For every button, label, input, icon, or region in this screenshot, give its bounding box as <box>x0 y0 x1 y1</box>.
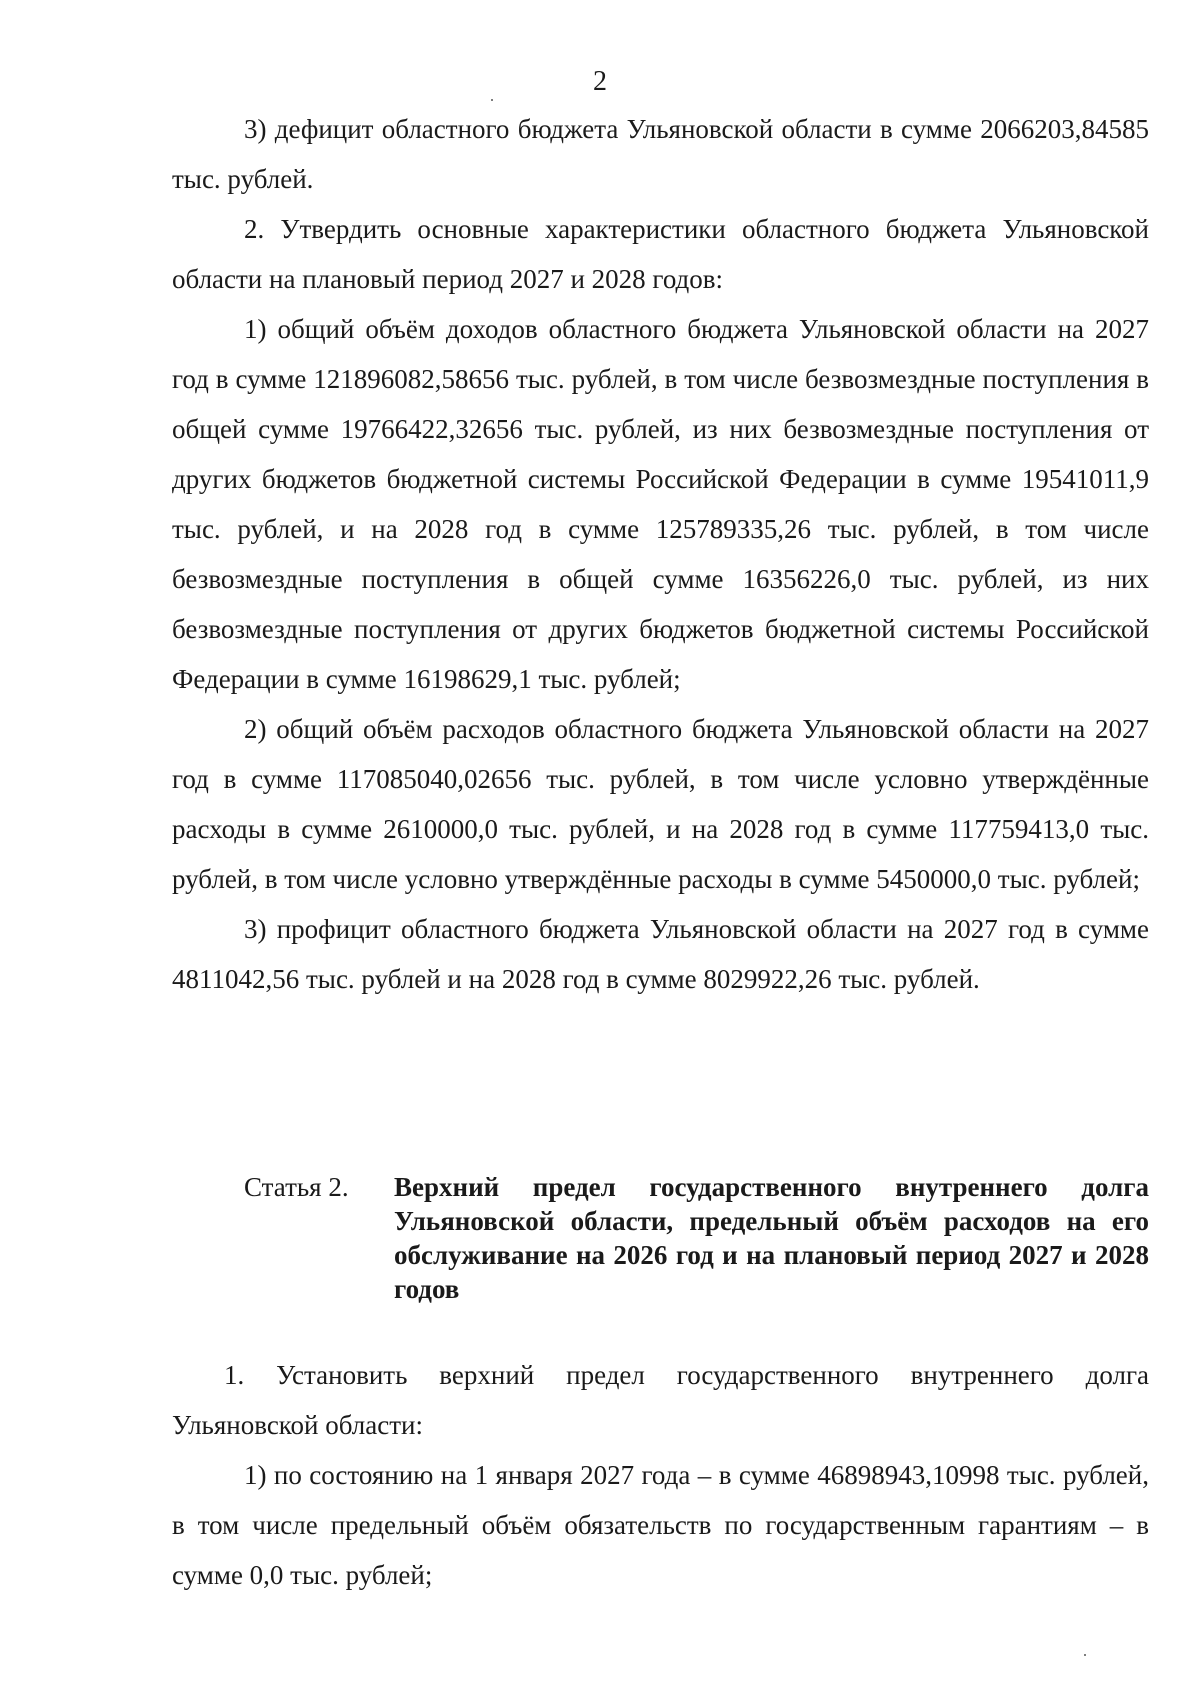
paragraph-surplus: 3) профицит областного бюджета Ульяновской области на 2027 год в сумме 4811042,56 тыс. рублей и на 2028 год в сумме 8029922,26 тыс. рублей. <box>172 914 1149 994</box>
article-heading <box>172 1170 1149 1306</box>
paragraph-deficit-2026: 3) дефицит областного бюджета Ульяновской области в сумме 2066203,84585 тыс. рублей. <box>172 114 1149 194</box>
paragraph-debt-limit: 1. Установить верхний предел государственного внутреннего долга Ульяновской области: <box>172 1360 1149 1440</box>
scan-speck <box>1084 1654 1086 1656</box>
page-number: 2 <box>593 66 607 97</box>
paragraph-revenues: 1) общий объём доходов областного бюджета Ульяновской области на 2027 год в сумме 121896082,58656 тыс. рублей, в том числе безвозмездные поступления в общей сумме 19766422,32656 тыс. рублей, из них безвозмездные поступления от других бюджетов бюджетной системы Российской Федерации в сумме 19541011,9 тыс. рублей, и на 2028 год в сумме 125789335,26 тыс. рублей, в том числе безвозмездные поступления в общей сумме 16356226,0 тыс. рублей, из них безвозмездные поступления от других бюджетов бюджетной системы Российской Федерации в сумме 16198629,1 тыс. рублей; <box>172 314 1149 694</box>
body-text-top <box>172 104 1149 1004</box>
paragraph-planning-period: 2. Утвердить основные характеристики областного бюджета Ульяновской области на плановый период 2027 и 2028 годов: <box>172 214 1149 294</box>
body-text-bottom <box>172 1350 1149 1600</box>
paragraph-expenditures: 2) общий объём расходов областного бюджета Ульяновской области на 2027 год в сумме 117085040,02656 тыс. рублей, в том числе условно утверждённые расходы в сумме 2610000,0 тыс. рублей, и на 2028 год в сумме 117759413,0 тыс. рублей, в том числе условно утверждённые расходы в сумме 5450000,0 тыс. рублей; <box>172 714 1149 894</box>
article-label: Статья 2. <box>244 1172 349 1202</box>
article-title: Верхний предел государственного внутреннего долга Ульяновской области, предельный объём расходов на его обслуживание на 2026 год и на плановый период 2027 и 2028 годов <box>394 1172 1149 1304</box>
paragraph-debt-2027: 1) по состоянию на 1 января 2027 года – в сумме 46898943,10998 тыс. рублей, в том числе предельный объём обязательств по государственным гарантиям – в сумме 0,0 тыс. рублей; <box>172 1460 1149 1590</box>
scan-speck <box>491 99 493 101</box>
